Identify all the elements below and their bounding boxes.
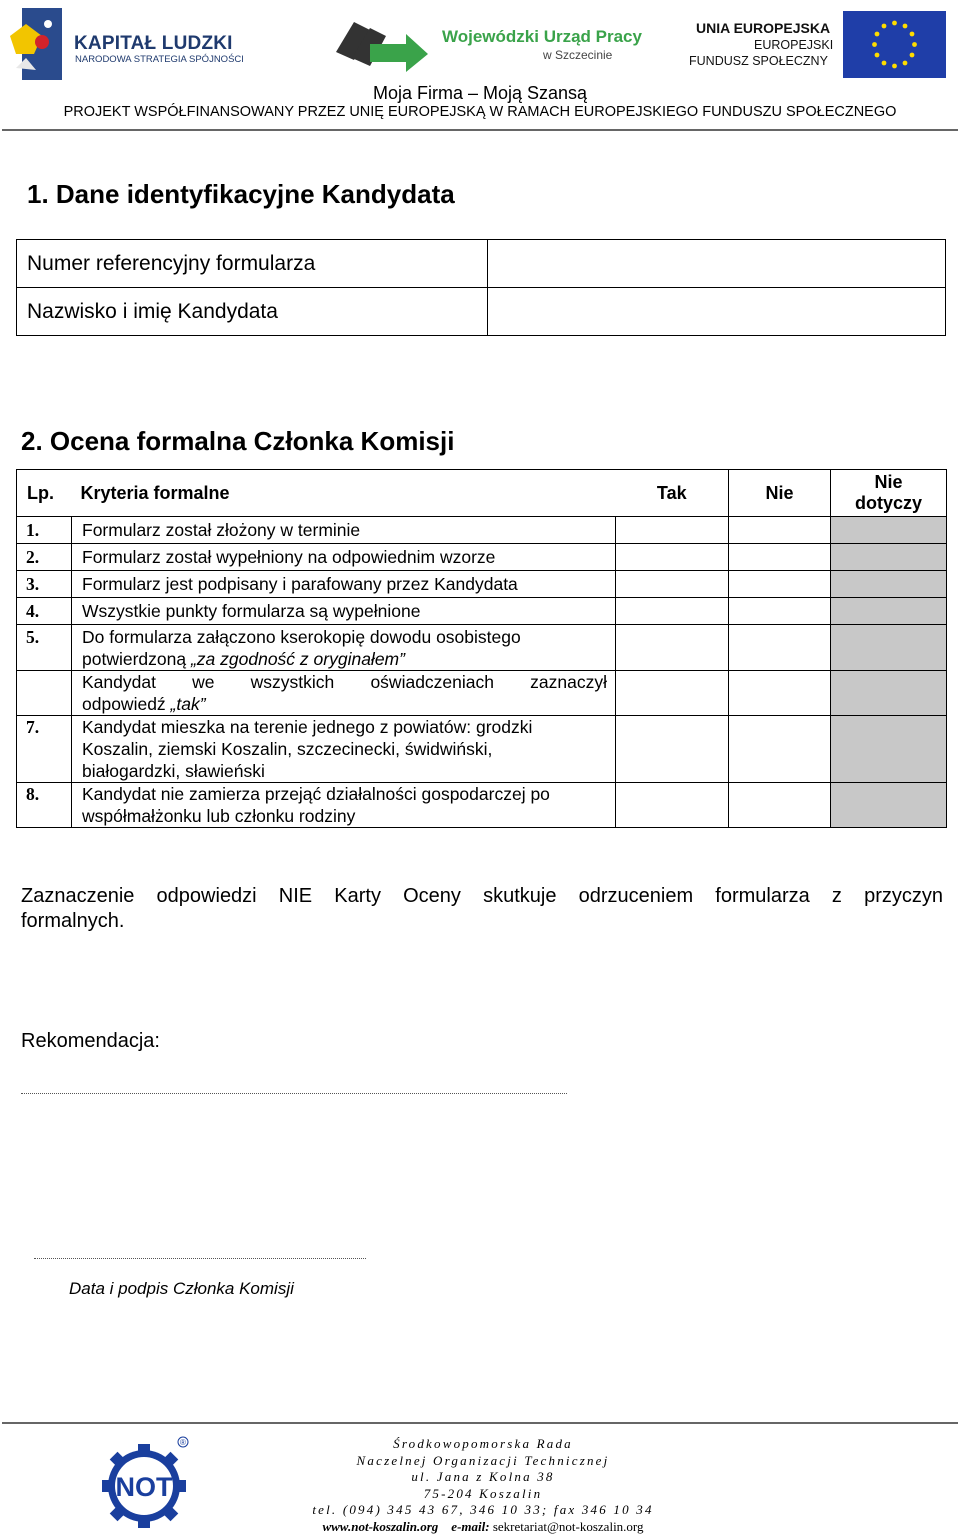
table-row (17, 571, 947, 598)
recommendation-line[interactable] (21, 1093, 567, 1094)
eu-line1: UNIA EUROPEJSKA (696, 20, 831, 36)
yes-cell[interactable] (616, 716, 729, 783)
not-gear-logo-icon (100, 1432, 192, 1532)
criterion-text: Formularz został wypełniony na odpowiednim wzorze (72, 544, 616, 571)
eu-flag (843, 11, 946, 78)
criterion-text: Formularz jest podpisany i parafowany przez Kandydata (72, 571, 616, 598)
criterion-line: Kandydat nie zamierza przejąć działalności gospodarczej po (82, 784, 550, 804)
criterion-line: Kandydat mieszka na terenie jednego z powiatów: grodzki (82, 717, 533, 737)
col-criteria: Kryteria formalne (72, 470, 616, 517)
wup-title: Wojewódzki Urząd Pracy (442, 27, 642, 46)
not-logo-text: NOT (115, 1472, 173, 1502)
row-number: 8. (17, 783, 72, 828)
footer-divider (2, 1422, 958, 1424)
table-row (17, 716, 947, 783)
reference-number-field[interactable] (488, 240, 946, 288)
footer-web-line (290, 1519, 676, 1536)
row-number (17, 671, 72, 716)
footer-email-label: e-mail: (451, 1518, 490, 1534)
yes-cell[interactable] (616, 625, 729, 671)
section2-heading: 2. Ocena formalna Członka Komisji (21, 426, 455, 456)
wup-arrow-icon (336, 18, 428, 72)
table-row (17, 544, 947, 571)
criterion-line: Kandydat we wszystkich oświadczeniach zaznaczył (82, 672, 607, 692)
footer-email-link[interactable]: sekretariat@not-koszalin.org (492, 1518, 644, 1534)
kapital-ludzki-title: KAPITAŁ LUDZKI (74, 33, 233, 54)
criterion-text: Wszystkie punkty formularza są wypełnione (72, 598, 616, 625)
not-logo (100, 1432, 192, 1532)
yes-cell[interactable] (616, 598, 729, 625)
criterion-emphasis: „za zgodność z oryginałem” (190, 649, 405, 669)
col-na-line2: dotyczy (854, 493, 923, 513)
na-cell (831, 544, 947, 571)
col-na-line1: Nie (874, 472, 903, 492)
footer-phone: tel. (094) 345 43 67, 346 10 33; fax 346 10 34 (312, 1502, 654, 1518)
col-no: Nie (729, 470, 831, 517)
rejection-note-line: Zaznaczenie odpowiedzi NIE Karty Oceny skutkuje odrzuceniem formularza z przyczyn (21, 885, 943, 907)
row-number: 7. (17, 716, 72, 783)
row-number: 1. (17, 517, 72, 544)
yes-cell[interactable] (616, 517, 729, 544)
reference-number-label: Numer referencyjny formularza (17, 240, 488, 288)
table-row (17, 598, 947, 625)
na-cell (831, 517, 947, 544)
rejection-note-line: formalnych. (21, 910, 125, 932)
table-row (17, 240, 946, 288)
wup-logo (336, 18, 428, 72)
row-number: 3. (17, 571, 72, 598)
candidate-name-label: Nazwisko i imię Kandydata (17, 288, 488, 336)
section1-heading: 1. Dane identyfikacyjne Kandydata (27, 179, 455, 209)
kapital-ludzki-emblem-icon (8, 6, 68, 84)
criterion-text (72, 671, 616, 716)
rejection-note (21, 884, 943, 934)
formal-criteria-table (16, 469, 947, 828)
kapital-ludzki-subtitle: NARODOWA STRATEGIA SPÓJNOŚCI (75, 54, 244, 65)
col-lp: Lp. (17, 470, 72, 517)
yes-cell[interactable] (616, 783, 729, 828)
table-row (17, 783, 947, 828)
row-number: 2. (17, 544, 72, 571)
footer-org-line2: Naczelnej Organizacji Technicznej (356, 1452, 610, 1468)
na-cell (831, 671, 947, 716)
registered-mark: ® (180, 1438, 186, 1447)
program-name: Moja Firma – Moją Szansą (372, 83, 588, 103)
criterion-line: Koszalin, ziemski Koszalin, szczecinecki, świdwiński, (82, 739, 493, 759)
footer-city: 75-204 Koszalin (423, 1485, 543, 1501)
footer-org-line1: Środkowopomorska Rada (393, 1436, 573, 1451)
table-row (17, 517, 947, 544)
table-row (17, 288, 946, 336)
criterion-text (72, 716, 616, 783)
criterion-line: potwierdzoną (82, 649, 191, 669)
table-header-row (17, 470, 947, 517)
criterion-line: współmałżonku lub członku rodziny (82, 806, 356, 826)
header-divider (2, 129, 958, 131)
footer-address (290, 1436, 676, 1536)
criterion-line: odpowiedź (82, 694, 171, 714)
no-cell[interactable] (729, 571, 831, 598)
yes-cell[interactable] (616, 671, 729, 716)
criterion-line: białogardzki, sławieński (82, 761, 265, 781)
no-cell[interactable] (729, 783, 831, 828)
eu-line3: FUNDUSZ SPOŁECZNY (689, 54, 828, 68)
na-cell (831, 625, 947, 671)
kapital-ludzki-logo (8, 6, 68, 84)
col-not-applicable (831, 470, 947, 517)
col-yes: Tak (616, 470, 729, 517)
signature-line[interactable] (34, 1258, 366, 1259)
criterion-text: Formularz został złożony w terminie (72, 517, 616, 544)
project-banner: PROJEKT WSPÓŁFINANSOWANY PRZEZ UNIĘ EUROPEJSKĄ W RAMACH EUROPEJSKIEGO FUNDUSZU SPOŁECZNEGO (63, 104, 897, 120)
footer-website-link[interactable]: www.not-koszalin.org (322, 1518, 439, 1534)
criterion-emphasis: „tak” (170, 694, 206, 714)
yes-cell[interactable] (616, 544, 729, 571)
table-row (17, 671, 947, 716)
na-cell (831, 783, 947, 828)
criterion-text (72, 625, 616, 671)
criterion-line: Do formularza załączono kserokopię dowodu osobistego (82, 627, 521, 647)
yes-cell[interactable] (616, 571, 729, 598)
row-number: 4. (17, 598, 72, 625)
candidate-id-table (16, 239, 946, 336)
wup-subtitle: w Szczecinie (543, 48, 613, 62)
na-cell (831, 571, 947, 598)
no-cell[interactable] (729, 598, 831, 625)
na-cell (831, 716, 947, 783)
footer-street: ul. Jana z Kolna 38 (411, 1469, 555, 1485)
eu-flag-icon (843, 11, 946, 78)
signature-label: Data i podpis Członka Komisji (69, 1279, 294, 1298)
no-cell[interactable] (729, 716, 831, 783)
no-cell[interactable] (729, 517, 831, 544)
row-number: 5. (17, 625, 72, 671)
na-cell (831, 598, 947, 625)
eu-line2: EUROPEJSKI (754, 38, 834, 52)
candidate-name-field[interactable] (488, 288, 946, 336)
recommendation-label: Rekomendacja: (21, 1030, 160, 1052)
criterion-text (72, 783, 616, 828)
table-row (17, 625, 947, 671)
no-cell[interactable] (729, 671, 831, 716)
no-cell[interactable] (729, 544, 831, 571)
no-cell[interactable] (729, 625, 831, 671)
